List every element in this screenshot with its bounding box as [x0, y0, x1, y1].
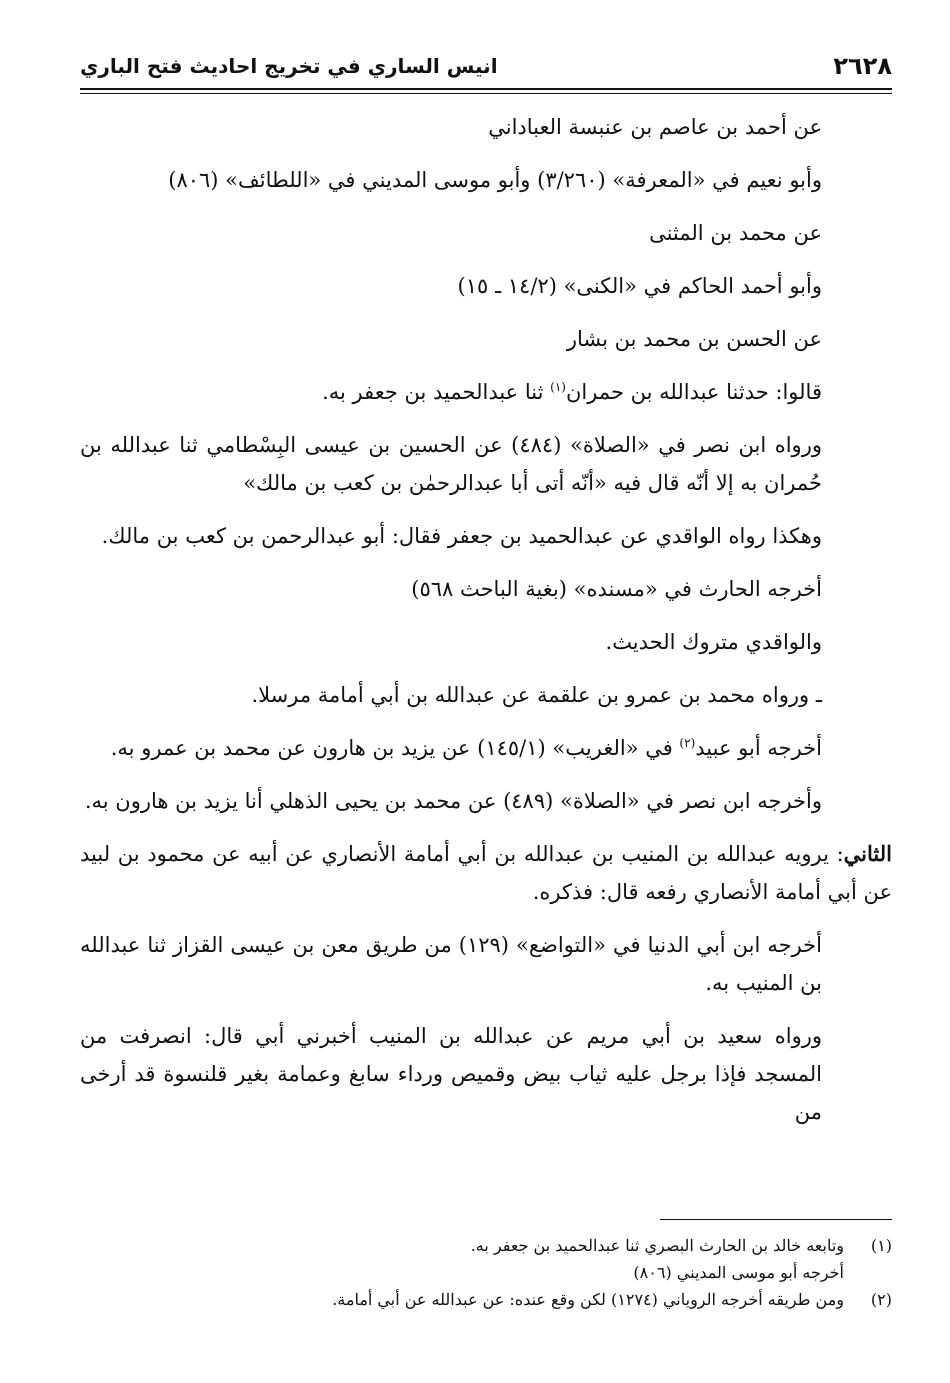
paragraph: أخرجه الحارث في «مسنده» (بغية الباحث ٥٦٨)	[411, 577, 822, 601]
footnote-text: ومن طريقه أخرجه الروياني (١٢٧٤) لكن وقع عنده: عن عبدالله عن أبي أمامة.	[332, 1290, 844, 1309]
text-run: ثنا عبدالحميد بن جعفر به.	[322, 380, 551, 404]
footnote-number: (٢)	[870, 1290, 892, 1309]
text-run: أخرجه أبو عبيد	[695, 736, 822, 760]
footnote-marker[interactable]: (٢)	[679, 736, 696, 750]
paragraph: وأبو أحمد الحاكم في «الكنى» (١٤/٢ ـ ١٥)	[457, 274, 822, 298]
paragraph: ورواه سعيد بن أبي مريم عن عبدالله بن المنيب أخبرني أبي قال: انصرفت من المسجد فإذا برجل عليه ثياب بيض وقميص ورداء سابغ وعمامة بغير قلنسوة قد أرخى من	[80, 1024, 822, 1124]
paragraph: وأخرجه ابن نصر في «الصلاة» (٤٨٩) عن محمد بن يحيى الذهلي أنا يزيد بن هارون به.	[84, 789, 822, 813]
section-lead: الثاني	[843, 841, 892, 866]
footnote-number: (١)	[870, 1236, 892, 1255]
paragraph: أخرجه ابن أبي الدنيا في «التواضع» (١٢٩) من طريق معن بن عيسى القزاز ثنا عبدالله بن المنيب به.	[80, 933, 822, 995]
paragraph: عن الحسن بن محمد بن بشار	[566, 327, 822, 351]
paragraph: وأبو نعيم في «المعرفة» (٣/٢٦٠) وأبو موسى المديني في «اللطائف» (٨٠٦)	[168, 168, 822, 192]
footnotes	[80, 1232, 892, 1313]
paragraph: ورواه ابن نصر في «الصلاة» (٤٨٤) عن الحسين بن عيسى البِسْطامي ثنا عبدالله بن حُمران به إلا أنّه قال فيه «أنّه أتى أبا عبدالرحمٰن بن كعب بن مالك»	[80, 433, 822, 495]
footnote-separator	[660, 1219, 892, 1220]
header-rule-thick	[80, 88, 892, 90]
paragraph: ـ ورواه محمد بن عمرو بن علقمة عن عبدالله بن أبي أمامة مرسلا.	[251, 683, 822, 707]
footnote-line	[80, 1286, 892, 1313]
text-run: : يرويه عبدالله بن المنيب بن عبدالله بن أبي أمامة الأنصاري عن أبيه عن محمود بن لبيد عن أبي أمامة الأنصاري رفعه قال: فذكره.	[80, 842, 892, 904]
paragraph	[80, 835, 892, 911]
text-run: في «الغريب» (١٤٥/١) عن يزيد بن هارون عن محمد بن عمرو به.	[110, 736, 680, 760]
footnote-line: أخرجه أبو موسى المديني (٨٠٦)	[633, 1263, 844, 1282]
paragraph: وهكذا رواه الواقدي عن عبدالحميد بن جعفر فقال: أبو عبدالرحمن بن كعب بن مالك.	[101, 524, 822, 548]
paragraph: عن أحمد بن عاصم بن عنبسة العباداني	[488, 115, 822, 139]
footnote	[80, 1286, 892, 1313]
footnote	[80, 1232, 892, 1286]
footnote-line	[80, 1232, 892, 1259]
paragraph: والواقدي متروك الحديث.	[605, 630, 822, 654]
main-text	[80, 108, 892, 1146]
text-run: قالوا: حدثنا عبدالله بن حمران	[565, 380, 822, 404]
footnote-marker[interactable]: (١)	[550, 380, 566, 394]
page-header	[80, 48, 892, 88]
page-number: ٢٦٢٨	[833, 52, 892, 80]
paragraph	[80, 729, 892, 767]
paragraph: عن محمد بن المثنى	[649, 221, 822, 245]
header-rule-thin	[80, 93, 892, 94]
running-title: انيس الساري في تخريج احاديث فتح الباري	[80, 54, 498, 78]
paragraph	[80, 373, 892, 411]
footnote-text: وتابعه خالد بن الحارث البصري ثنا عبدالحميد بن جعفر به.	[470, 1236, 844, 1255]
